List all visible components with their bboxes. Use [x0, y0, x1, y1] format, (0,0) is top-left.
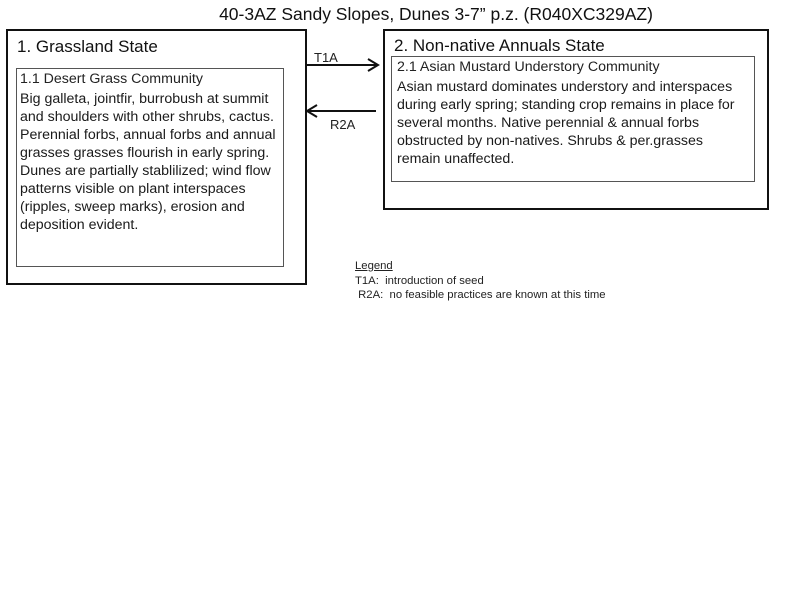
diagram-title: 40-3AZ Sandy Slopes, Dunes 3-7” p.z. (R040XC329AZ) — [219, 4, 653, 24]
legend-item-r2a: R2A: no feasible practices are known at this time — [355, 289, 606, 301]
community-title: 2.1 Asian Mustard Understory Community — [397, 59, 660, 75]
legend-item-t1a: T1A: introduction of seed — [355, 274, 484, 287]
legend-title: Legend — [355, 260, 393, 272]
state-title: 1. Grassland State — [17, 37, 158, 56]
legend — [355, 259, 606, 303]
community-description: Asian mustard dominates understory and interspaces during early spring; standing crop remains in place for several months. Native perennial & annual forbs obstructed by non-natives. Shrubs & per.grasses remain unaffected. — [397, 79, 735, 167]
arrow-r2a — [307, 105, 376, 117]
transition-label-t1a: T1A — [314, 50, 338, 65]
community-description: Big galleta, jointfir, burrobush at summit and shoulders with other shrubs, cactus. Perennial forbs, annual forbs and annual grasses grasses flourish in early spring. Dunes are partially stablilized; wind flow patterns visible on plant interspaces (ripples, sweep marks), erosion and deposition evident. — [20, 91, 276, 233]
community-title: 1.1 Desert Grass Community — [20, 71, 203, 87]
transition-label-r2a: R2A — [330, 117, 356, 132]
state-title: 2. Non-native Annuals State — [394, 36, 605, 55]
